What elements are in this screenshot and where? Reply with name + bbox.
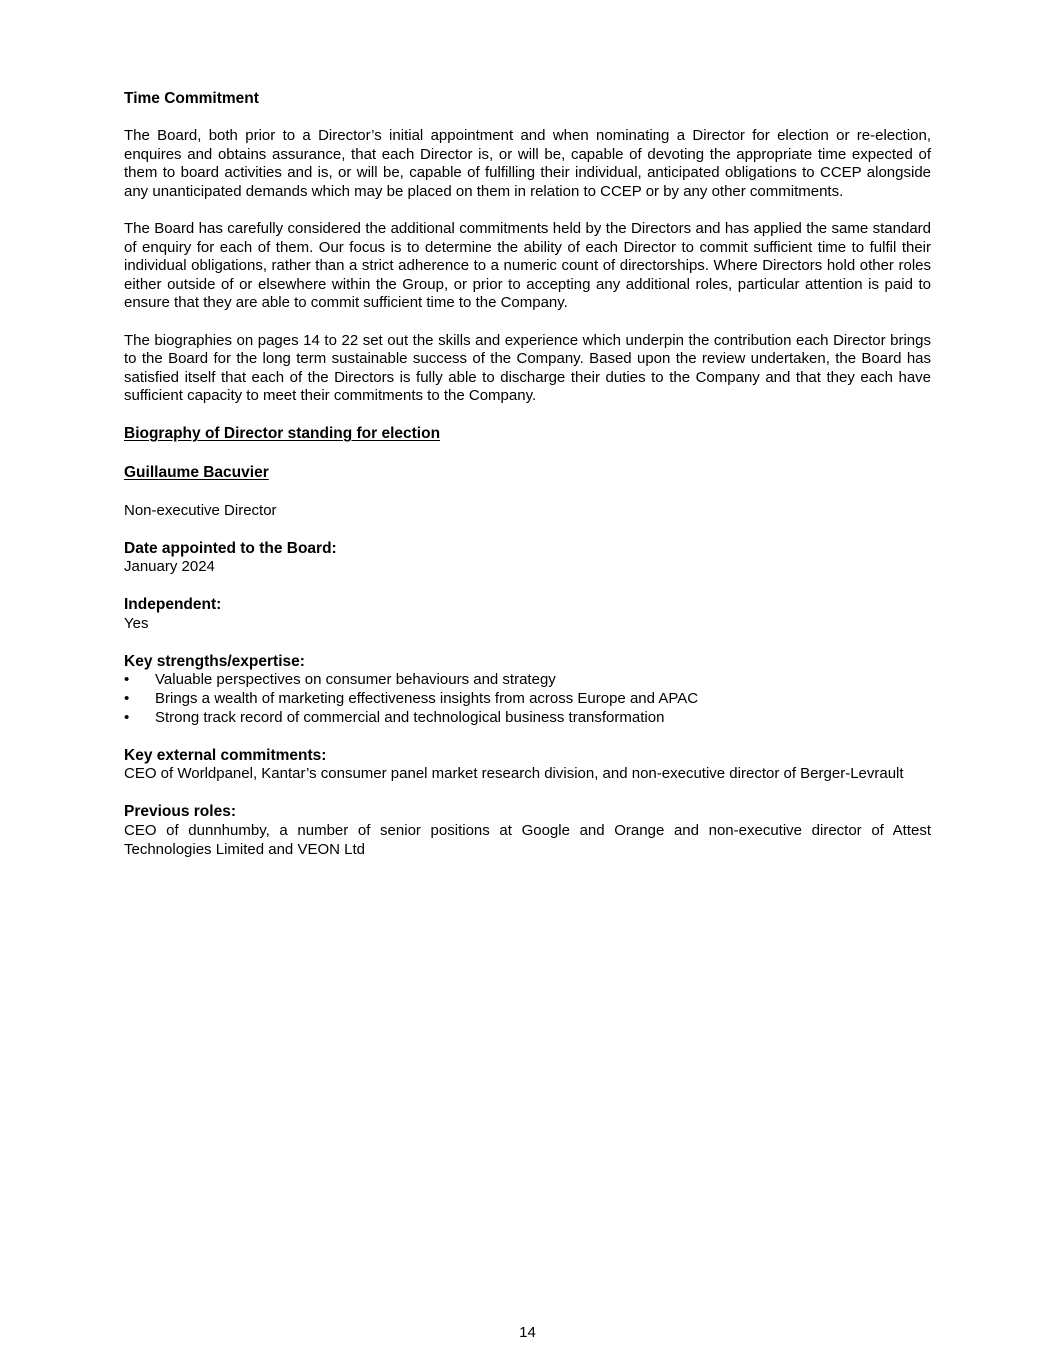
- list-item-text: Strong track record of commercial and technological business transformation: [155, 708, 665, 726]
- external-commitments-value: CEO of Worldpanel, Kantar’s consumer panel market research division, and non-executive director of Berger-Levrault: [124, 765, 904, 783]
- independent-value: Yes: [124, 614, 149, 632]
- list-item: [124, 709, 931, 728]
- page-number: 14: [519, 1324, 536, 1341]
- director-name: Guillaume Bacuvier: [124, 463, 269, 481]
- previous-roles-block: [124, 803, 931, 859]
- date-appointed-value: January 2024: [124, 558, 215, 576]
- date-appointed-block: [124, 540, 931, 577]
- time-commitment-heading: Time Commitment: [124, 90, 259, 107]
- external-commitments-label: Key external commitments:: [124, 746, 327, 764]
- external-commitments-block: [124, 747, 931, 784]
- previous-roles-label: Previous roles:: [124, 803, 236, 821]
- list-item-text: Valuable perspectives on consumer behaviours and strategy: [155, 671, 556, 689]
- strengths-block: [124, 653, 931, 727]
- strengths-label: Key strengths/expertise:: [124, 652, 305, 670]
- list-item-text: Brings a wealth of marketing effectiveness insights from across Europe and APAC: [155, 690, 699, 708]
- previous-roles-value: CEO of dunnhumby, a number of senior positions at Google and Orange and non-executive director of Attest Technologies Limited and VEON Ltd: [124, 822, 931, 858]
- biography-heading: Biography of Director standing for election: [124, 424, 441, 442]
- list-item: [124, 671, 931, 690]
- time-commitment-paragraph-3: The biographies on pages 14 to 22 set out the skills and experience which underpin the contribution each Director brings to the Board for the long term sustainable success of the Company. Based upon the review undertaken, the Board has satisfied itself that each of the Directors is fully able to discharge their duties to the Company and that they each have sufficient capacity to meet their commitments to the Company.: [124, 331, 931, 405]
- time-commitment-paragraph-2: The Board has carefully considered the additional commitments held by the Directors and has applied the same standard of enquiry for each of them. Our focus is to determine the ability of each Director to commit sufficient time to fulfil their individual obligations, rather than a strict adherence to a numeric count of directorships. Where Directors hold other roles either outside of or elsewhere within the Group, or prior to accepting any additional roles, particular attention is paid to ensure that they are able to commit sufficient time to the Company.: [124, 219, 931, 312]
- strengths-list: [124, 671, 931, 727]
- bullet-icon: •: [124, 671, 130, 689]
- list-item: [124, 690, 931, 709]
- bullet-icon: •: [124, 690, 130, 708]
- independent-block: [124, 596, 931, 633]
- time-commitment-paragraph-1: The Board, both prior to a Director’s initial appointment and when nominating a Director for election or re-election, enquires and obtains assurance, that each Director is, or will be, capable of devoting the appropriate time expected of them to board activities and is, or will be, capable of fulfilling their individual, anticipated obligations to CCEP alongside any unanticipated demands which may be placed on them in relation to CCEP or by any other commitments.: [124, 127, 931, 200]
- director-role: Non-executive Director: [124, 501, 277, 519]
- date-appointed-label: Date appointed to the Board:: [124, 539, 337, 557]
- bullet-icon: •: [124, 708, 130, 726]
- document-page: [124, 89, 931, 859]
- independent-label: Independent:: [124, 596, 222, 614]
- biography-section: [124, 424, 931, 859]
